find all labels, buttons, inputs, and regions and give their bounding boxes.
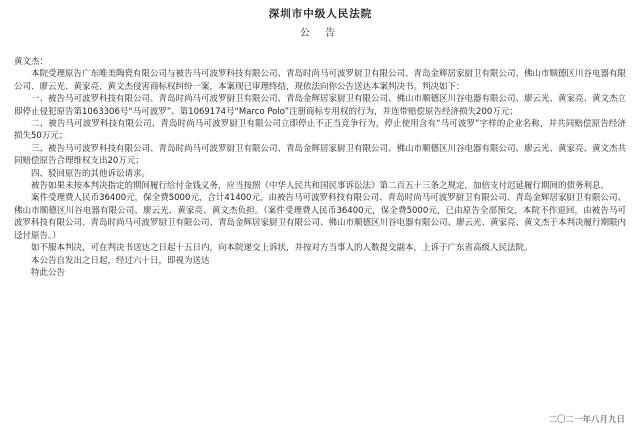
paragraph-closing: 特此公告 xyxy=(31,267,66,278)
paragraph-service: 本公告自发出之日起，经过六十日，即视为送达 xyxy=(31,255,210,266)
addressee: 黄文杰： xyxy=(14,57,49,67)
paragraph-ruling-4: 四、驳回原告的其他诉讼请求。 xyxy=(31,168,151,179)
notice-title: 公 告 xyxy=(299,28,342,39)
paragraph-intro: 本院受理原告广东唯美陶瓷有限公司与被告马可波罗科技有限公司、青岛时尚马可波罗厨卫有限公司、青岛金辉居家厨卫有限公司、佛山市顺德区川谷电器有限公司、廖云光、黄家亮、黄文杰侵害商标权纠纷一案，本案现已审理终结，现依法向你公告送达本案判决书。判决如下： xyxy=(14,69,627,92)
paragraph-ruling-2: 二、被告马可波罗科技有限公司、青岛时尚马可波罗厨卫有限公司立即停止不正当竞争行为，停止使用含有“马可波罗”字样的企业名称，并共同赔偿原告经济损失50万元； xyxy=(14,119,626,142)
notice-body xyxy=(14,56,626,279)
paragraph-interest: 被告如果未按本判决指定的期间履行给付金钱义务，应当按照《中华人民共和国民事诉讼法》第二百五十三条之规定，加倍支付迟延履行期间的债务利息。 xyxy=(31,181,610,192)
court-name: 深圳市中级人民法院 xyxy=(268,8,373,20)
paragraph-appeal: 如不服本判决，可在判决书送达之日起十五日内，向本院递交上诉状，并按对方当事人的人数提交副本，上诉于广东省高级人民法院。 xyxy=(31,243,533,254)
notice-date: 二〇二一年八月九日 xyxy=(548,415,625,425)
paragraph-ruling-1: 一、被告马可波罗科技有限公司、青岛时尚马可波罗厨卫有限公司、青岛金辉居家厨卫有限公司、佛山市顺德区川谷电器有限公司、廖云光、黄家亮、黄文杰立即停止侵犯原告第1063306号“马可波罗”、第1069174号“Marco Polo”注册商标专用权的行为，并连带赔偿原告经济损失200万元； xyxy=(14,94,627,117)
paragraph-ruling-3: 三、被告马可波罗科技有限公司、青岛时尚马可波罗厨卫有限公司、青岛金辉居家厨卫有限公司、佛山市顺德区川谷电器有限公司、廖云光、黄家亮、黄文杰共同赔偿原告合理维权支出20万元； xyxy=(14,143,627,167)
paragraph-fees: 案件受理费人民币36400元，保全费5000元，合计41400元，由被告马可波罗科技有限公司、青岛时尚马可波罗厨卫有限公司、青岛金辉居家厨卫有限公司、佛山市顺德区川谷电器有限公司、廖云光、黄家亮、黄文杰负担。（案件受理费人民币36400元，保全费5000元，已由原告全部预交，本院不作退回，由被告马可波罗科技有限公司、青岛时尚马可波罗厨卫有限公司、青岛金辉居家厨卫有限公司、佛山市顺德区川谷电器有限公司、廖云光、黄家亮、黄文杰于本判决履行期限内迳付原告。） xyxy=(14,193,627,241)
